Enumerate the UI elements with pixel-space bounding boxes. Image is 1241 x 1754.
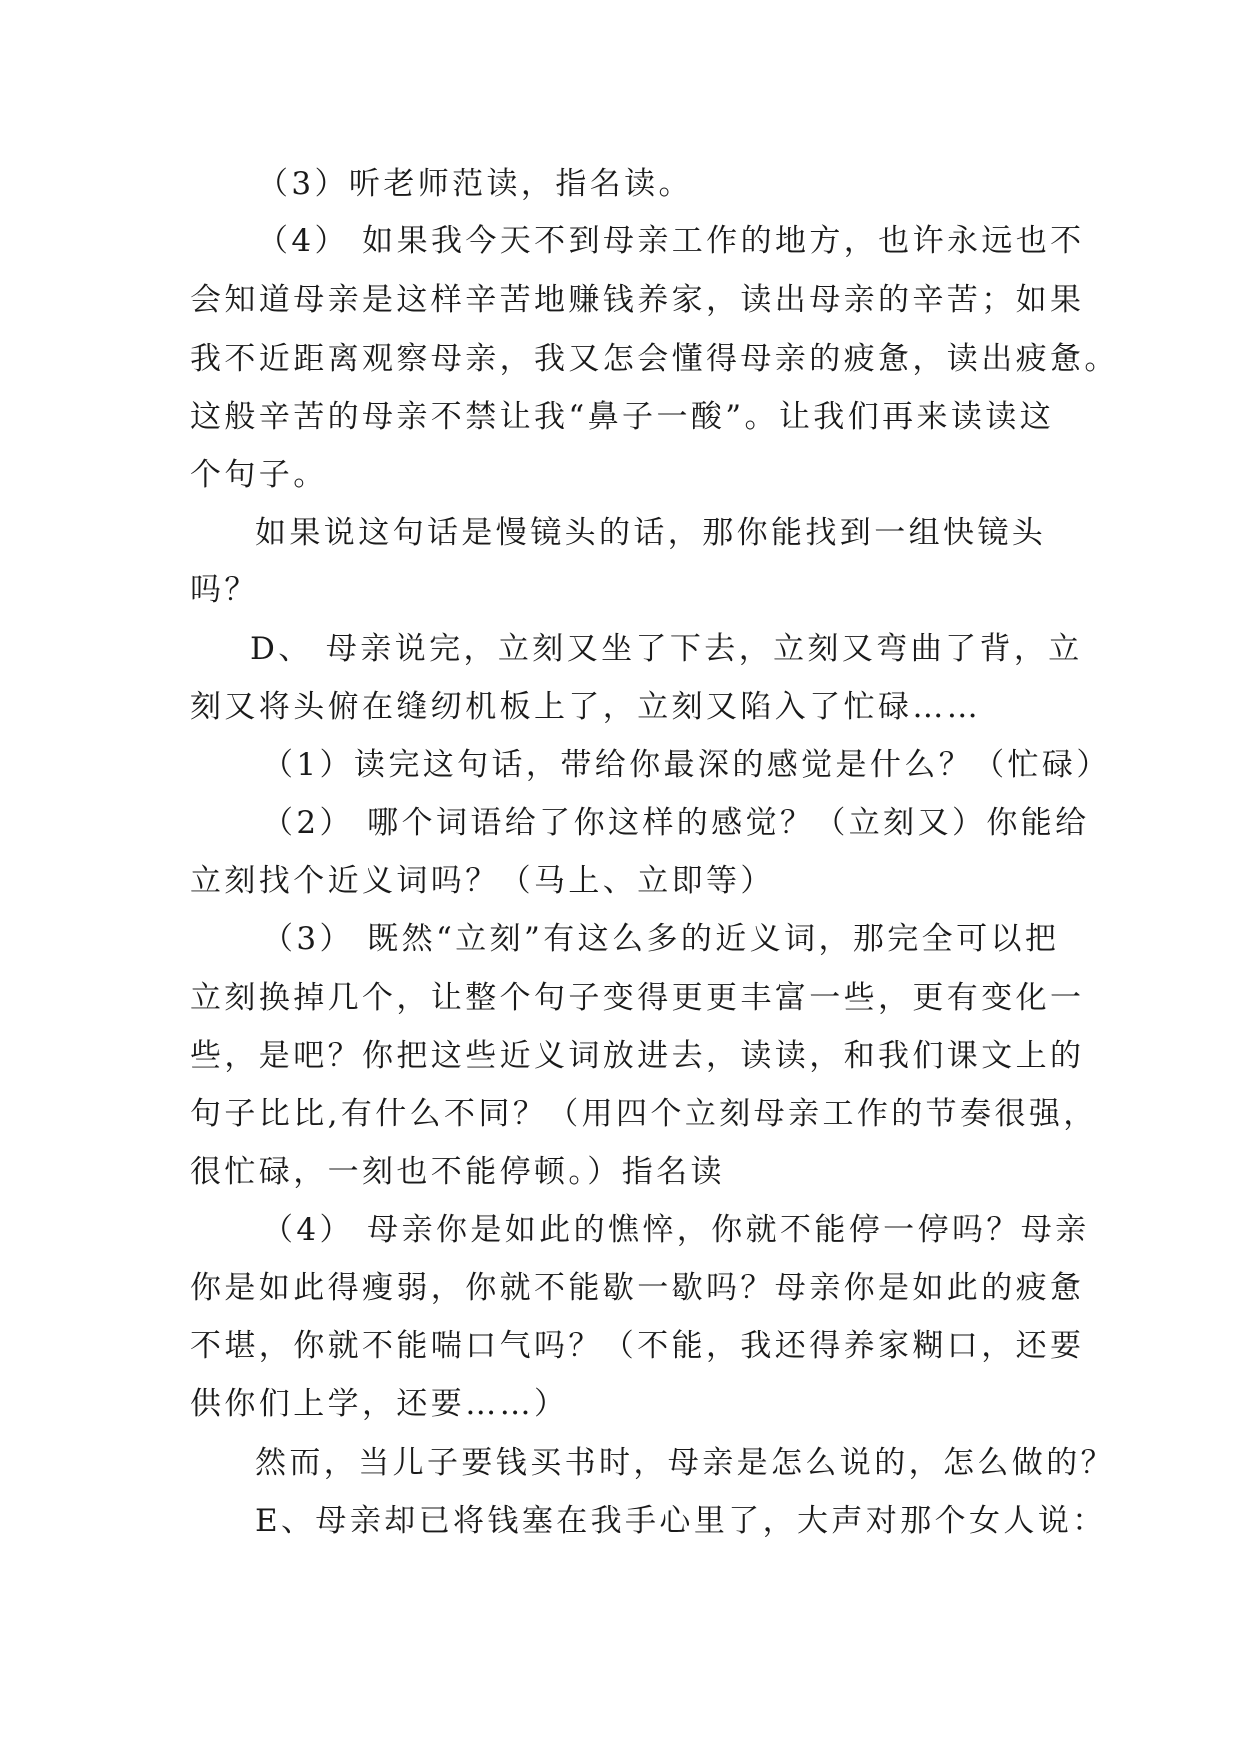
text-line: 这般辛苦的母亲不禁让我“鼻子一酸”。让我们再来读读这 [190,399,1055,435]
text-line: 供你们上学，还要……） [190,1386,569,1422]
text-line: 如果说这句话是慢镜头的话，那你能找到一组快镜头 [255,515,1047,551]
text-line: 个句子。 [190,457,328,493]
text-line: （3）听老师范读，指名读。 [257,166,693,202]
text-line: 会知道母亲是这样辛苦地赚钱养家，读出母亲的辛苦；如果 [190,282,1085,318]
text-line: 刻又将头俯在缝纫机板上了，立刻又陷入了忙碌…… [190,689,982,725]
text-line: 些，是吧？你把这些近义词放进去，读读，和我们课文上的 [190,1038,1085,1074]
text-line: D、 母亲说完，立刻又坐了下去，立刻又弯曲了背，立 [250,631,1083,667]
text-line: E、母亲却已将钱塞在我手心里了，大声对那个女人说： [255,1503,1107,1539]
text-line: （4） 母亲你是如此的憔悴，你就不能停一停吗？母亲 [262,1212,1090,1248]
text-line: （2） 哪个词语给了你这样的感觉？（立刻又）你能给 [262,805,1090,841]
text-line: 句子比比,有什么不同？（用四个立刻母亲工作的节奏很强， [190,1096,1098,1132]
text-line: （4） 如果我今天不到母亲工作的地方，也许永远也不 [257,223,1085,259]
text-line: 立刻找个近义词吗？（马上、立即等） [190,863,775,899]
text-line: 不堪，你就不能喘口气吗？（不能，我还得养家糊口，还要 [190,1328,1085,1364]
text-line: 你是如此得瘦弱，你就不能歇一歇吗？母亲你是如此的疲惫 [190,1270,1085,1306]
text-line: 很忙碌，一刻也不能停顿。）指名读 [190,1154,725,1190]
text-line: （3） 既然“立刻”有这么多的近义词，那完全可以把 [262,921,1060,957]
text-line: 我不近距离观察母亲，我又怎会懂得母亲的疲惫，读出疲惫。 [190,341,1119,377]
text-line: 然而，当儿子要钱买书时，母亲是怎么说的，怎么做的？ [255,1445,1115,1481]
text-line: （1）读完这句话，带给你最深的感觉是什么？（忙碌） [262,747,1111,783]
text-line: 吗？ [190,572,259,608]
text-line: 立刻换掉几个，让整个句子变得更更丰富一些，更有变化一 [190,980,1085,1016]
